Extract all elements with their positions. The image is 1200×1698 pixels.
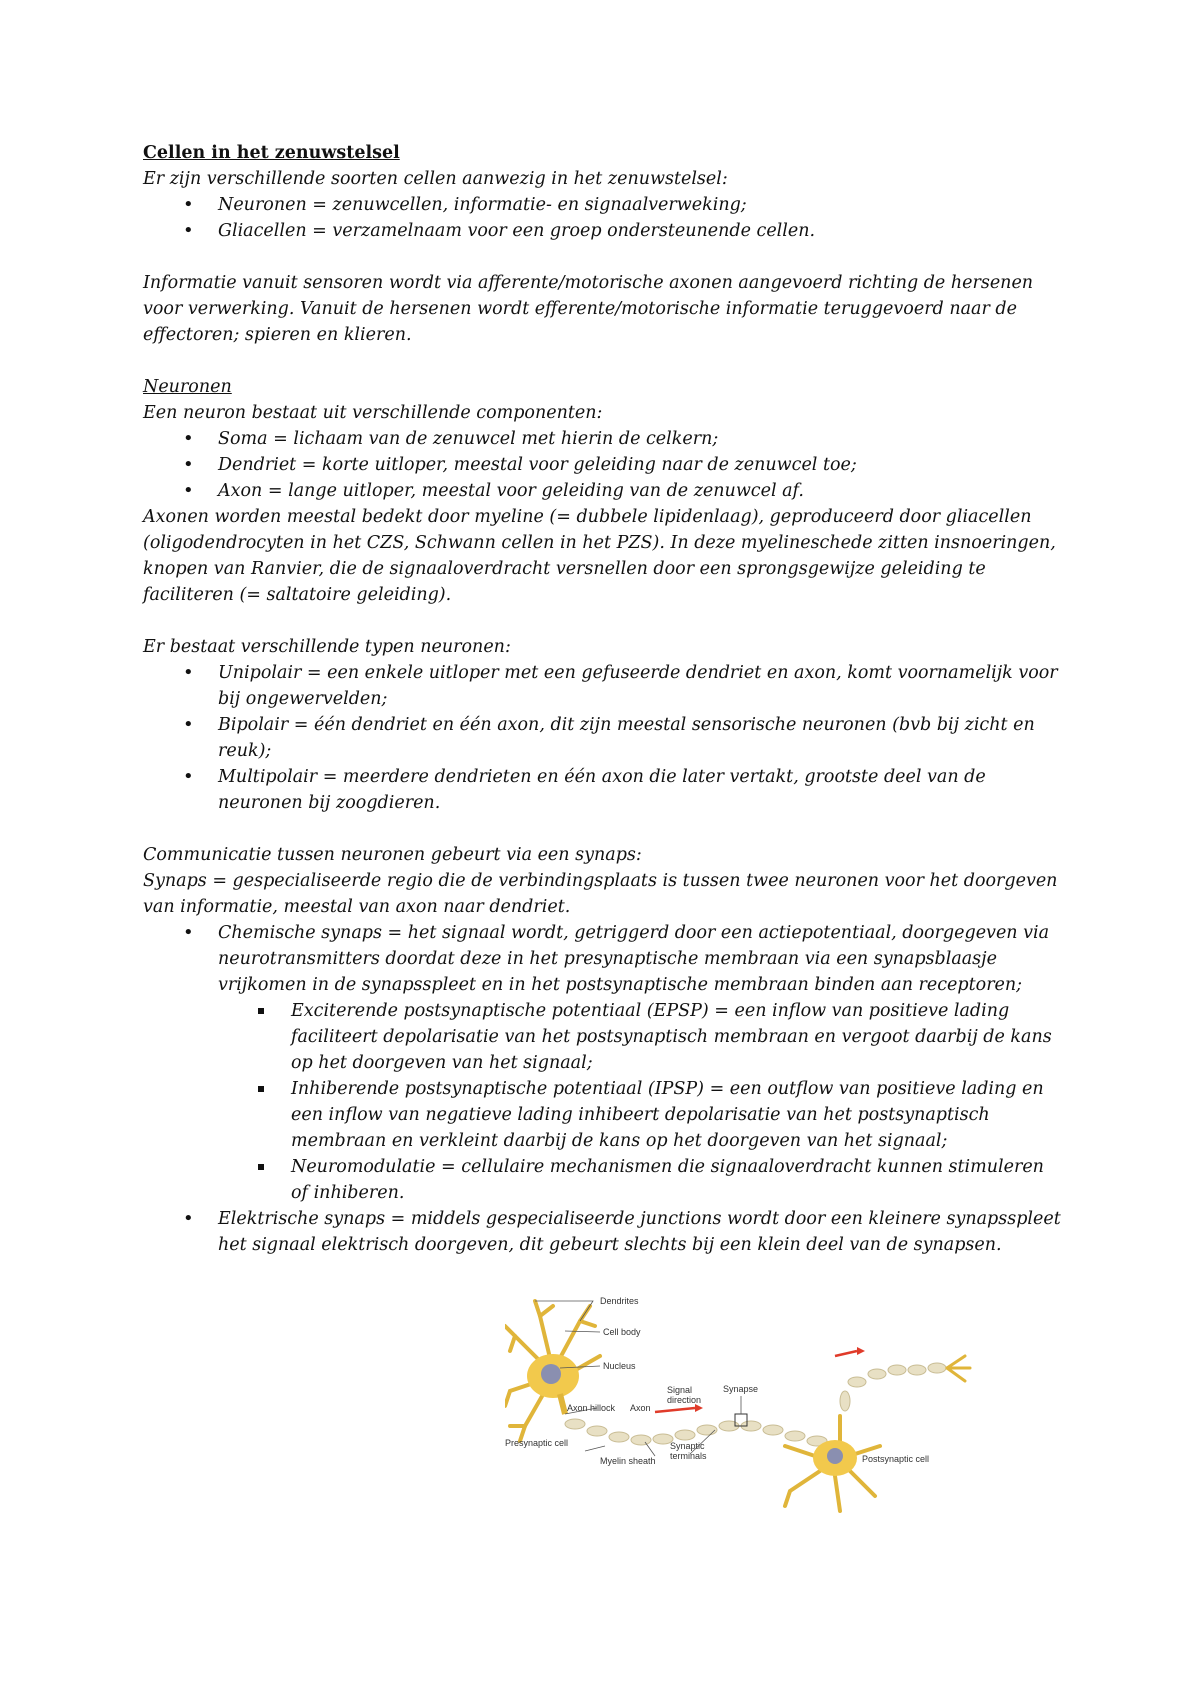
postsynaptic-nucleus [827,1448,843,1464]
chemical-synaps-text: Chemische synaps = het signaal wordt, getriggerd door een actiepotentiaal, doorgegeven via neurotransmitters doordat deze in het presynaptische membraan via een synapsblaasje vrijkomen in de synapsspleet en in het postsynaptische membraan binden aan receptoren; [218,923,1050,995]
synaps-intro: Communicatie tussen neuronen gebeurt via een synaps: [143,845,642,865]
signal-arrow-1 [655,1408,695,1412]
section-heading-neuronen: Neuronen [143,377,232,397]
label-synapse: Synapse [723,1384,759,1394]
list-item: • Gliacellen = verzamelnaam voor een groep ondersteunende cellen. [143,218,1063,244]
neuronen-intro: Een neuron bestaat uit verschillende componenten: [143,403,603,423]
label-cell-body: Cell body [603,1327,641,1337]
postsynaptic-axon [840,1363,946,1411]
cell-types-list [143,192,1063,244]
neuron-diagram [505,1296,980,1516]
neuron-types-list [143,660,1063,816]
sub-list-item: Neuromodulatie = cellulaire mechanismen die signaaloverdracht kunnen stimuleren of inhiberen. [218,1154,1063,1206]
list-item: • Axon = lange uitloper, meestal voor geleiding van de zenuwcel af. [143,478,1063,504]
signal-arrow-head-2 [857,1347,865,1355]
list-item: • Multipolair = meerdere dendrieten en één axon die later vertakt, grootste deel van de neuronen bij zoogdieren. [143,764,1063,816]
document-page [143,140,1063,1258]
axon-hillock-shape [560,1394,565,1414]
list-item: • Elektrische synaps = middels gespecialiseerde junctions wordt door een kleinere synapsspleet het signaal elektrisch doorgeven, dit gebeurt slechts bij een klein deel van de synapsen. [143,1206,1063,1258]
axon-terminals [947,1356,970,1381]
label-axon-hillock: Axon hillock [567,1403,616,1413]
types-intro: Er bestaat verschillende typen neuronen: [143,637,511,657]
signal-arrow-2 [835,1351,857,1356]
signal-arrow-head-1 [695,1404,703,1412]
label-synaptic-terminals-2: terminals [670,1451,707,1461]
intro-text: Er zijn verschillende soorten cellen aanwezig in het zenuwstelsel: [143,169,728,189]
list-item [143,920,1063,1206]
synaps-types-list [143,920,1063,1258]
sub-list-item: Exciterende postsynaptische potentiaal (EPSP) = een inflow van positieve lading faciliteert depolarisatie van het postsynaptisch membraan en vergoot daarbij de kans op het doorgeven van het signaal; [218,998,1063,1076]
chemical-sub-list [218,998,1063,1206]
axon-paragraph: Axonen worden meestal bedekt door myeline (= dubbele lipidenlaag), geproduceerd door gliacellen (oligodendrocyten in het CZS, Schwann cellen in het PZS). In deze myelineschede zitten insnoeringen, knopen van Ranvier, die de signaaloverdracht versnellen door een sprongsgewijze geleiding te faciliteren (= saltatoire geleiding). [143,507,1056,605]
synaps-definition: Synaps = gespecialiseerde regio die de verbindingsplaats is tussen twee neuronen voor het doorgeven van informatie, meestal van axon naar dendriet. [143,871,1058,917]
label-presynaptic-cell: Presynaptic cell [505,1438,569,1448]
sub-list-item: Inhiberende postsynaptische potentiaal (IPSP) = een outflow van positieve lading en een inflow van negatieve lading inhibeert depolarisatie van het postsynaptisch membraan en verkleint daarbij de kans op het doorgeven van het signaal; [218,1076,1063,1154]
info-paragraph: Informatie vanuit sensoren wordt via afferente/motorische axonen aangevoerd richting de hersenen voor verwerking. Vanuit de hersenen wordt efferente/motorische informatie teruggevoerd naar de effectoren; spieren en klieren. [143,273,1034,345]
list-item: • Neuronen = zenuwcellen, informatie- en signaalverweking; [143,192,1063,218]
list-item: • Dendriet = korte uitloper, meestal voor geleiding naar de zenuwcel toe; [143,452,1063,478]
label-axon: Axon [630,1403,651,1413]
label-synaptic-terminals-1: Synaptic [670,1441,705,1451]
label-signal-direction-1: Signal [667,1385,693,1395]
label-myelin-sheath: Myelin sheath [600,1456,656,1466]
label-postsynaptic-cell: Postsynaptic cell [862,1454,930,1464]
presynaptic-nucleus [541,1364,561,1384]
page-title: Cellen in het zenuwstelsel [143,143,400,163]
list-item: • Soma = lichaam van de zenuwcel met hierin de celkern; [143,426,1063,452]
components-list [143,426,1063,504]
list-item: • Unipolair = een enkele uitloper met een gefuseerde dendriet en axon, komt voornamelijk voor bij ongewervelden; [143,660,1063,712]
label-nucleus: Nucleus [603,1361,636,1371]
label-dendrites: Dendrites [600,1296,639,1306]
list-item: • Bipolair = één dendriet en één axon, dit zijn meestal sensorische neuronen (bvb bij zicht en reuk); [143,712,1063,764]
label-signal-direction-2: direction [667,1395,702,1405]
